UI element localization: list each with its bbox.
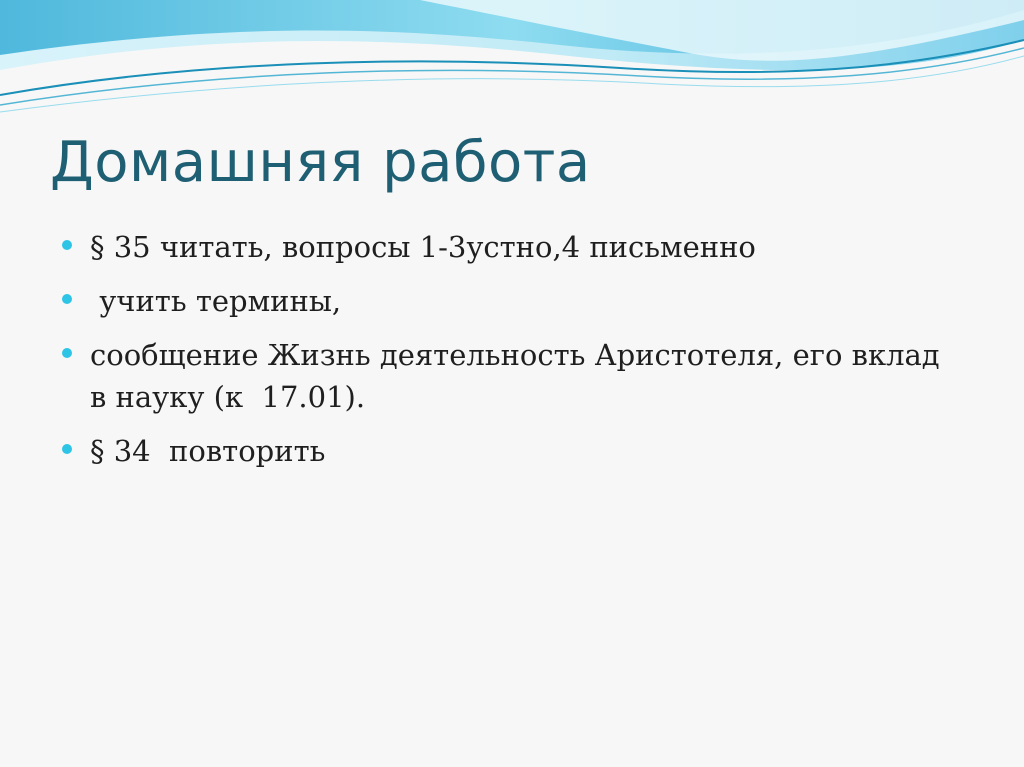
list-item-text: учить термины,: [90, 284, 342, 318]
bullet-dot-icon: [62, 294, 72, 304]
bullet-dot-icon: [62, 444, 72, 454]
list-item: [62, 226, 962, 268]
list-item: [62, 280, 962, 322]
list-item: [62, 430, 962, 472]
bullet-dot-icon: [62, 240, 72, 250]
bullet-list: [62, 226, 962, 484]
bullet-dot-icon: [62, 348, 72, 358]
list-item-text: сообщение Жизнь деятельность Аристотеля, его вклад в науку (к 17.01).: [90, 338, 949, 414]
slide-title: Домашняя работа: [50, 130, 591, 195]
list-item: [62, 334, 962, 418]
list-item-text: § 34 повторить: [90, 434, 326, 468]
decorative-wave-header: [0, 0, 1024, 120]
list-item-text: § 35 читать, вопросы 1-3устно,4 письменно: [90, 230, 756, 264]
